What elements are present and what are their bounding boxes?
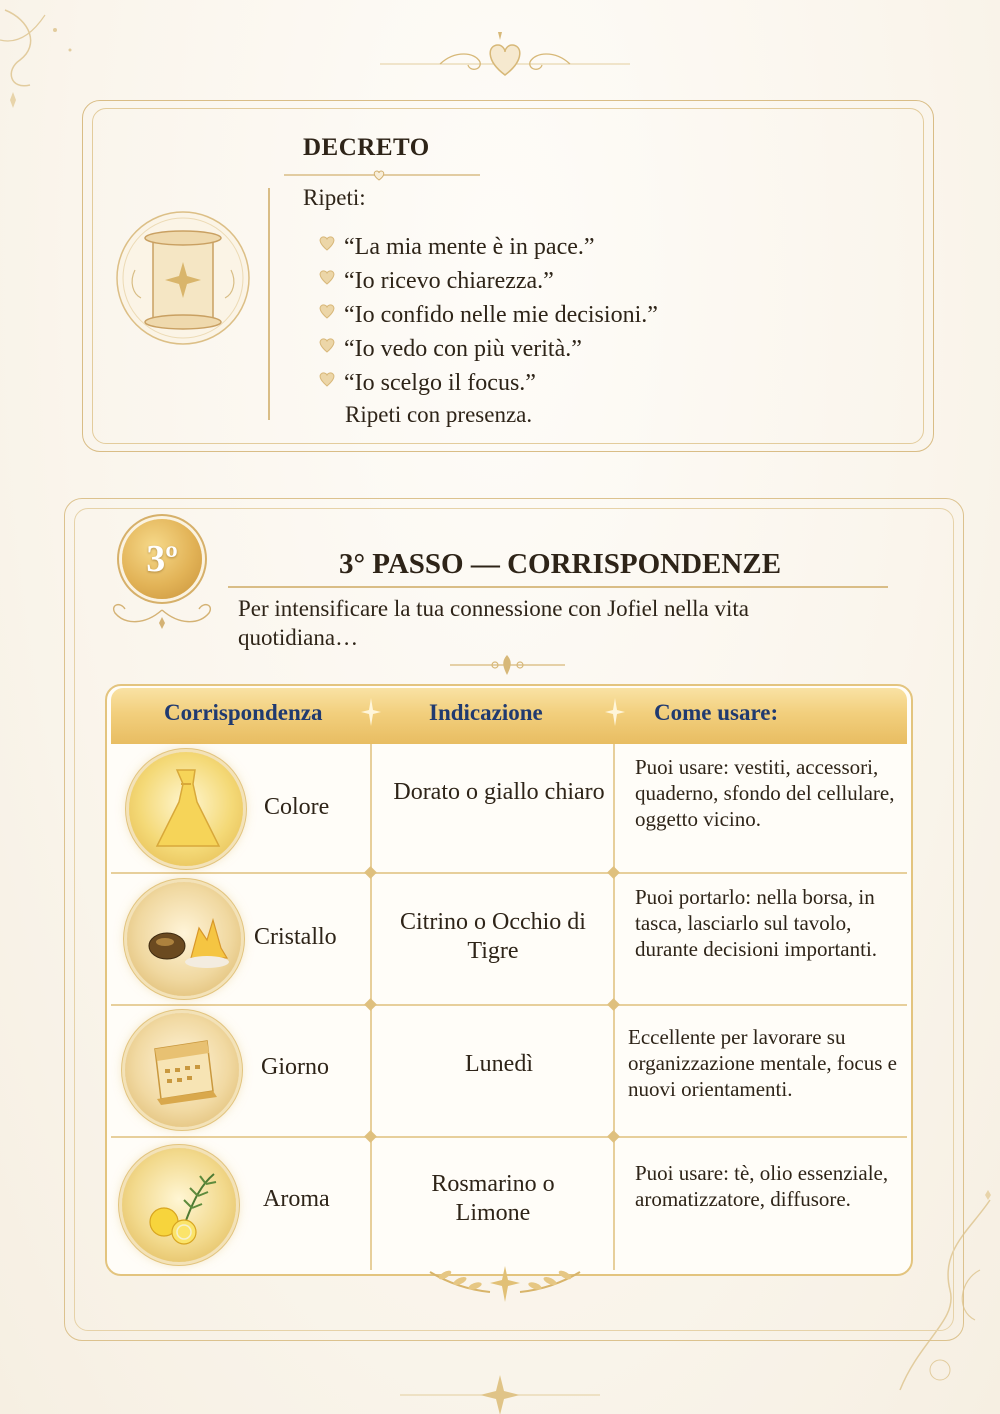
section-title: 3° PASSO — CORRISPONDENZE xyxy=(338,548,782,580)
column-header: Indicazione xyxy=(429,700,543,725)
row-usage: Puoi usare: tè, olio essenziale, aromatizzatore, diffusore. xyxy=(635,1161,889,1211)
row-label: Cristallo xyxy=(254,924,337,950)
affirmation-text: “Io vedo con più verità.” xyxy=(344,335,582,362)
step-number: 3º xyxy=(122,519,202,599)
star-ornament-icon xyxy=(400,1365,600,1414)
scroll-icon xyxy=(115,210,251,346)
correspondence-table xyxy=(105,684,913,1276)
affirmation-text: “Io confido nelle mie decisioni.” xyxy=(344,301,658,328)
calendar-icon xyxy=(125,1013,239,1127)
sparkle-icon xyxy=(361,690,381,734)
row-indication: Citrino o Occhio di Tigre xyxy=(400,909,586,964)
sparkle-icon xyxy=(605,690,625,734)
list-item xyxy=(318,230,658,264)
row-usage: Puoi usare: vestiti, accessori, quaderno, sfondo del cellulare, oggetto vicino. xyxy=(635,755,895,831)
row-usage: Puoi portarlo: nella borsa, in tasca, lasciarlo sul tavolo, durante decisioni importanti. xyxy=(635,885,878,961)
laurel-ornament-icon xyxy=(420,1262,590,1306)
column-header: Corrispondenza xyxy=(164,700,323,725)
column-header: Come usare: xyxy=(654,700,779,725)
list-item xyxy=(318,332,658,366)
flourish-icon xyxy=(105,595,220,635)
list-item xyxy=(318,264,658,298)
fleur-divider-icon xyxy=(450,652,565,678)
row-label: Colore xyxy=(264,794,330,820)
list-item xyxy=(318,298,658,332)
corner-flourish-icon xyxy=(0,0,90,130)
step-badge xyxy=(105,515,220,635)
row-label: Aroma xyxy=(263,1186,330,1212)
decreto-title: DECRETO xyxy=(303,134,430,161)
list-item xyxy=(318,366,658,400)
title-divider xyxy=(228,586,888,588)
affirmation-text: “Io ricevo chiarezza.” xyxy=(344,267,554,294)
crystal-icon xyxy=(127,882,241,996)
heart-icon xyxy=(318,235,336,251)
heart-icon xyxy=(318,371,336,387)
decreto-closing: Ripeti con presenza. xyxy=(345,402,533,427)
decreto-intro: Ripeti: xyxy=(303,185,366,210)
row-label: Giorno xyxy=(261,1054,329,1080)
affirmation-text: “La mia mente è in pace.” xyxy=(344,233,595,260)
row-indication: Rosmarino o Limone xyxy=(431,1171,555,1226)
lemon-rosemary-icon xyxy=(122,1148,236,1262)
row-indication: Dorato o giallo chiaro xyxy=(393,779,605,805)
row-usage: Eccellente per lavorare su organizzazione mentale, focus e nuovi orientamenti. xyxy=(628,1025,897,1101)
title-underline xyxy=(284,170,480,184)
heart-icon xyxy=(318,269,336,285)
section-intro: Per intensificare la tua connessione con Jofiel nella vita quotidiana… xyxy=(238,596,749,650)
heart-icon xyxy=(318,303,336,319)
heart-ornament-icon xyxy=(380,30,630,90)
golden-dress-icon xyxy=(129,752,243,866)
affirmation-text: “Io scelgo il focus.” xyxy=(344,369,536,396)
affirmation-list xyxy=(318,230,658,400)
heart-icon xyxy=(318,337,336,353)
row-indication: Lunedì xyxy=(465,1051,533,1077)
